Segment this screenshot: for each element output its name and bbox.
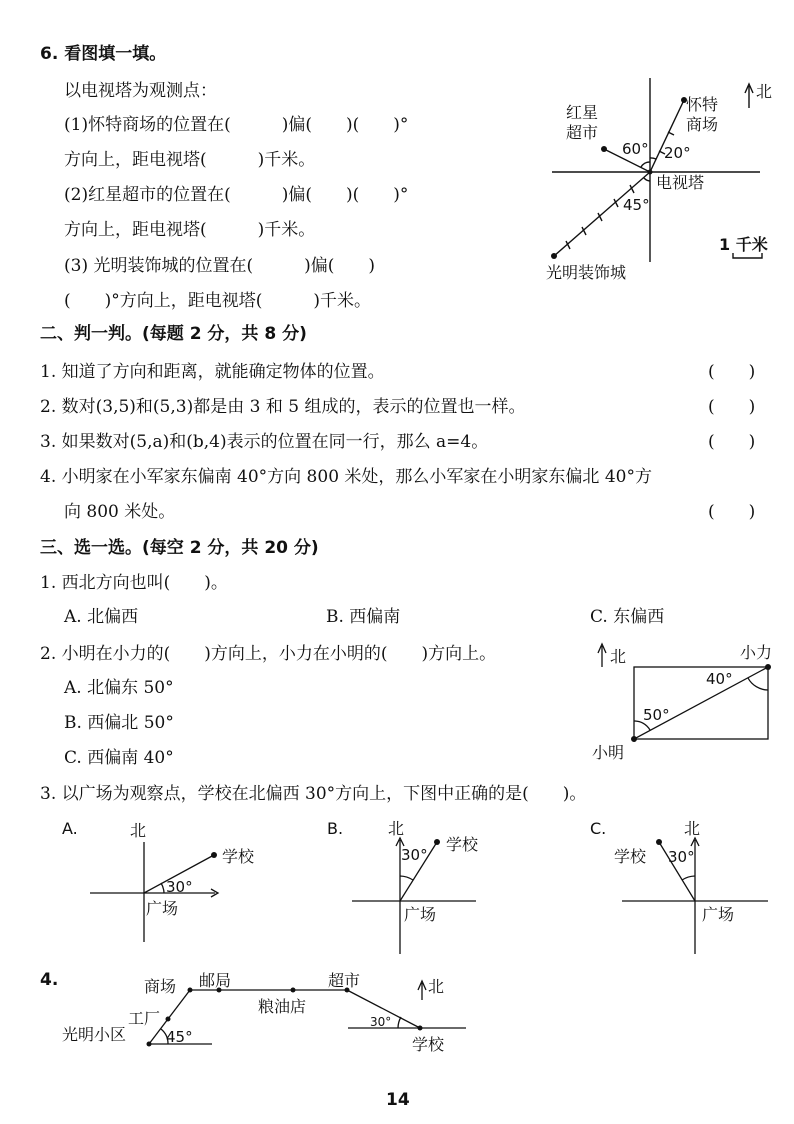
choice-q2-option-b: B. 西偏北 50° (64, 713, 174, 733)
huaite-label: 怀特 (686, 95, 719, 114)
q6-title: 6. 看图填一填。 (40, 44, 167, 64)
choice-q3: 3. 以广场为观察点，学校在北偏西 30°方向上，下图中正确的是( )。 (40, 784, 587, 804)
judge-item-4-cont: 向 800 米处。 (64, 502, 176, 522)
fig-b-north: 北 (388, 819, 405, 838)
angle-30: 30° (370, 1015, 392, 1029)
q6-part1-line2: 方向上，距电视塔( )千米。 (64, 150, 316, 170)
huaite-label-2: 商场 (686, 115, 719, 134)
fig-b-label: B. (327, 819, 344, 838)
answer-paren[interactable]: ( ) (708, 397, 756, 417)
fig-c-square: 广场 (702, 905, 735, 924)
fig-a-north: 北 (130, 821, 147, 840)
q6-part3-line1: (3) 光明装饰城的位置在( )偏( ) (64, 256, 376, 276)
angle-40: 40° (706, 670, 733, 688)
fig-c-angle: 30° (668, 848, 695, 866)
supermarket-label: 超市 (328, 971, 361, 990)
q6-part2-line2: 方向上，距电视塔( )千米。 (64, 220, 316, 240)
answer-paren[interactable]: ( ) (708, 432, 756, 452)
scale-label: 1 千米 (719, 235, 768, 254)
judge-item-4: 4. 小明家在小军家东偏南 40°方向 800 米处，那么小军家在小明家东偏北 40°方 (40, 467, 652, 487)
fig-b-school: 学校 (446, 835, 479, 854)
angle-45: 45° (166, 1028, 193, 1046)
fig-c-school: 学校 (614, 847, 647, 866)
factory-label: 工厂 (128, 1009, 161, 1028)
judge-item-1: 1. 知道了方向和距离，就能确定物体的位置。 (40, 362, 385, 382)
choice-q1-option-c: C. 东偏西 (590, 607, 665, 627)
angle-45: 45° (623, 196, 650, 214)
choice-q2-option-c: C. 西偏南 40° (64, 748, 174, 768)
north-label: 北 (756, 82, 773, 101)
hongxing-label-2: 超市 (566, 123, 599, 142)
answer-paren[interactable]: ( ) (708, 362, 756, 382)
q2-north: 北 (610, 647, 627, 666)
q6-part3-line2: ( )°方向上，距电视塔( )千米。 (64, 291, 372, 311)
xiaoming-label: 小明 (592, 743, 625, 762)
hongxing-label: 红星 (566, 103, 599, 122)
angle-20: 20° (664, 144, 691, 162)
choice-q2-option-a: A. 北偏东 50° (64, 678, 174, 698)
fig-b-angle: 30° (401, 846, 428, 864)
choice-q1-option-a: A. 北偏西 (64, 607, 139, 627)
choice-q2: 2. 小明在小力的( )方向上，小力在小明的( )方向上。 (40, 644, 497, 664)
page-number: 14 (386, 1090, 410, 1110)
choice-q4-label: 4. (40, 970, 59, 990)
judge-item-2: 2. 数对(3,5)和(5,3)都是由 3 和 5 组成的，表示的位置也一样。 (40, 397, 526, 417)
fig-b-square: 广场 (404, 905, 437, 924)
fig-c-label: C. (590, 819, 607, 838)
guangming-label: 光明装饰城 (546, 263, 627, 282)
fig-a-label: A. (62, 819, 78, 838)
q4-north: 北 (428, 977, 445, 996)
school-label: 学校 (412, 1035, 445, 1054)
q6-part2-line1: (2)红星超市的位置在( )偏( )( )° (64, 185, 409, 205)
fig-c-north: 北 (684, 819, 701, 838)
community-label: 光明小区 (62, 1025, 127, 1044)
xiaoli-label: 小力 (740, 643, 773, 662)
tower-label: 电视塔 (656, 173, 705, 192)
grain-shop-label: 粮油店 (258, 997, 307, 1016)
section2-title: 二、判一判。(每题 2 分，共 8 分) (40, 324, 307, 344)
angle-50: 50° (643, 706, 670, 724)
choice-q1: 1. 西北方向也叫( )。 (40, 573, 228, 593)
mall-label: 商场 (144, 977, 177, 996)
answer-paren[interactable]: ( ) (708, 502, 756, 522)
q6-part1-line1: (1)怀特商场的位置在( )偏( )( )° (64, 115, 409, 135)
section3-title: 三、选一选。(每空 2 分，共 20 分) (40, 538, 319, 558)
judge-item-3: 3. 如果数对(5,a)和(b,4)表示的位置在同一行，那么 a=4。 (40, 432, 489, 452)
fig-a-angle: 30° (166, 878, 193, 896)
q6-intro: 以电视塔为观测点： (64, 81, 217, 101)
angle-60: 60° (622, 140, 649, 158)
fig-a-square: 广场 (146, 899, 179, 918)
fig-a-school: 学校 (222, 847, 255, 866)
post-office-label: 邮局 (199, 971, 232, 990)
choice-q1-option-b: B. 西偏南 (326, 607, 401, 627)
